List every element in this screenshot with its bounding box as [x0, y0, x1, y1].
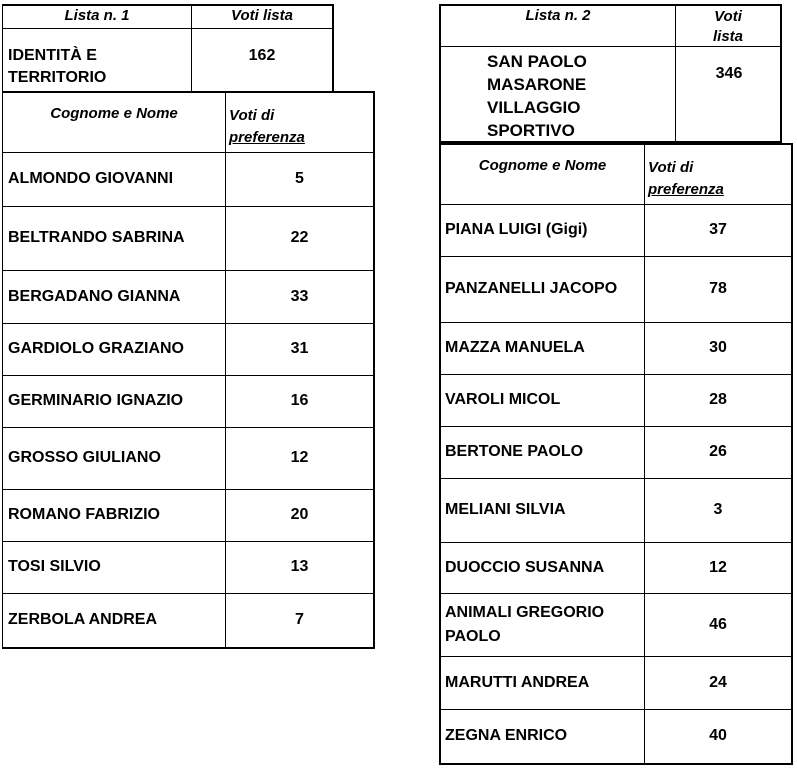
- list1-label: Lista n. 1: [64, 7, 130, 24]
- candidate-name: GROSSO GIULIANO: [8, 449, 161, 466]
- candidate-votes: 7: [295, 611, 304, 628]
- candidate-name: BERGADANO GIANNA: [8, 287, 181, 305]
- candidate-name: ZERBOLA ANDREA: [8, 611, 158, 628]
- list2-col-votes-header: [648, 157, 788, 201]
- candidate-votes: 30: [709, 339, 727, 356]
- candidate-votes: 40: [709, 727, 727, 744]
- candidate-name: DUOCCIO SUSANNA: [445, 558, 605, 576]
- candidate-name: MARUTTI ANDREA: [445, 673, 590, 691]
- list1-name-line1: IDENTITÀ E: [8, 47, 97, 64]
- list2-col-name-header: Cognome e Nome: [478, 157, 607, 174]
- list1-col-votes-header-line2: preferenza: [229, 129, 305, 146]
- candidate-name: VAROLI MICOL: [445, 391, 561, 408]
- candidate-name-line1: ANIMALI GREGORIO: [445, 603, 605, 621]
- candidate-votes: 12: [290, 449, 309, 466]
- list2-col-votes-header-line1: Voti di: [648, 159, 694, 176]
- candidate-name: ZEGNA ENRICO: [445, 727, 568, 744]
- candidate-name: GARDIOLO GRAZIANO: [8, 340, 184, 357]
- list2-votes: 346: [715, 65, 743, 82]
- candidate-name: BERTONE PAOLO: [445, 443, 584, 460]
- candidate-votes: 78: [709, 280, 727, 297]
- candidate-name: TOSI SILVIO: [8, 558, 101, 575]
- list2-name-line2: MASARONE: [487, 75, 587, 94]
- candidate-name: PIANA LUIGI (Gigi): [445, 221, 588, 238]
- candidate-votes: 5: [295, 170, 304, 187]
- list2-votes-header: [676, 7, 780, 47]
- candidate-votes: 37: [709, 221, 727, 238]
- candidate-name: GERMINARIO IGNAZIO: [8, 392, 184, 409]
- candidate-votes: 22: [290, 229, 309, 246]
- candidate-votes: 3: [713, 501, 723, 518]
- list2-name-line4: SPORTIVO: [487, 121, 575, 140]
- candidate-name: ALMONDO GIOVANNI: [8, 170, 174, 187]
- candidate-votes: 13: [290, 558, 309, 575]
- list2-col-votes-header-line2: preferenza: [648, 181, 724, 198]
- list2-name-line3: VILLAGGIO: [487, 98, 581, 117]
- list1-votes-header: Voti lista: [231, 7, 293, 24]
- list2-label: Lista n. 2: [525, 7, 591, 24]
- list1-name-line2: TERRITORIO: [8, 69, 107, 86]
- candidate-votes: 31: [290, 340, 309, 357]
- candidate-votes: 20: [290, 506, 309, 523]
- list1-col-name-header: Cognome e Nome: [50, 105, 178, 122]
- list2-name-line1: SAN PAOLO: [487, 52, 587, 71]
- candidate-votes: 24: [709, 673, 727, 691]
- list1-name: [8, 45, 188, 89]
- candidate-name: BELTRANDO SABRINA: [8, 229, 185, 246]
- list2-votes-header-line2: lista: [712, 28, 743, 45]
- list1-col-votes-header-line1: Voti di: [229, 107, 275, 124]
- candidate-name: MELIANI SILVIA: [445, 501, 566, 518]
- candidate-votes: 26: [709, 443, 727, 460]
- candidate-name: PANZANELLI JACOPO: [445, 280, 618, 297]
- candidate-name-line2: PAOLO: [445, 627, 501, 645]
- list2-column-divider: [644, 143, 645, 765]
- candidate-votes: 28: [709, 391, 727, 408]
- candidate-name: ROMANO FABRIZIO: [8, 506, 160, 523]
- candidate-votes: 16: [290, 392, 309, 409]
- candidate-votes: 46: [709, 615, 727, 633]
- list1-col-votes-header: [229, 105, 369, 149]
- candidate-name: MAZZA MANUELA: [445, 339, 585, 356]
- candidate-votes: 33: [290, 287, 309, 305]
- list2-name: [487, 50, 672, 142]
- candidate-votes: 12: [709, 558, 727, 576]
- list2-votes-header-line1: Voti: [714, 8, 742, 25]
- list2-candidates-table: [439, 143, 793, 765]
- list1-votes: 162: [248, 47, 276, 64]
